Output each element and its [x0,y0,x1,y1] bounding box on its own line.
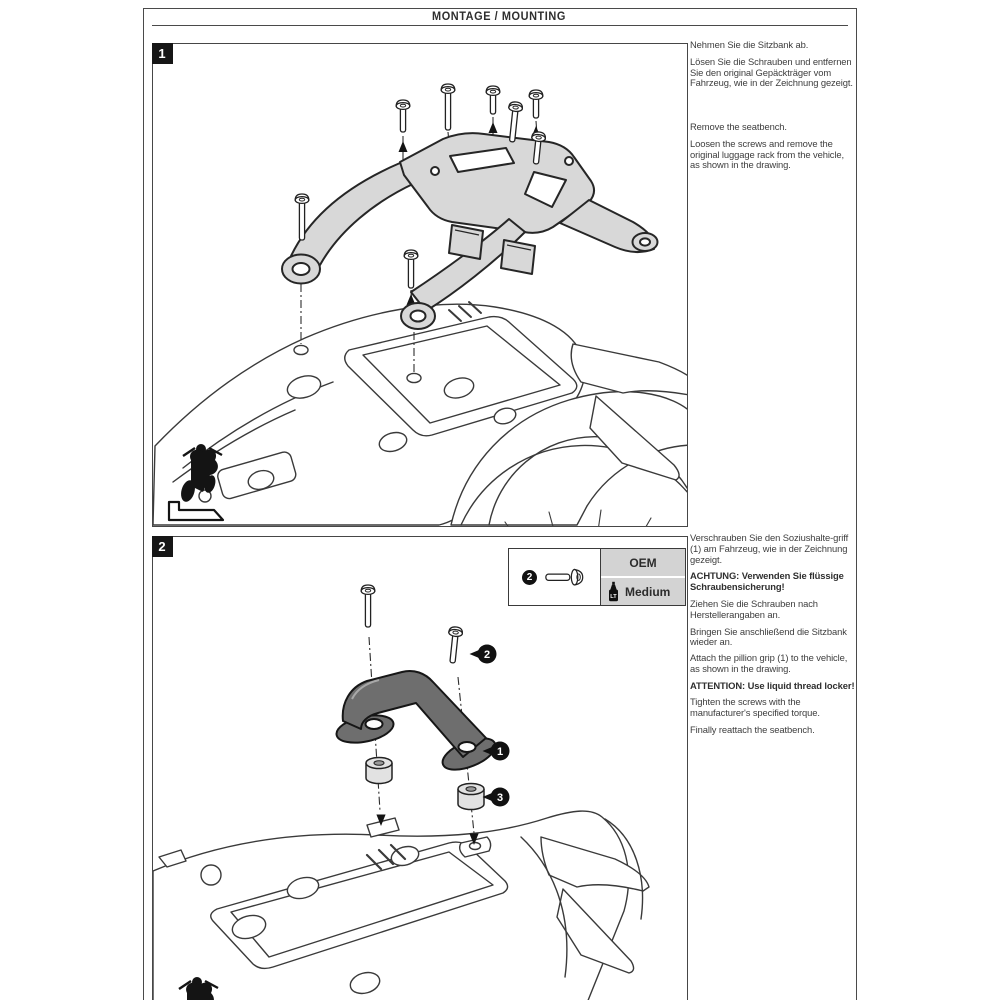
svg-text:2: 2 [483,648,491,661]
screw-icons [361,585,463,664]
instruction-paragraph: Bringen Sie anschließend die Sitzbank wieder an. [690,625,847,648]
step-1-panel [152,43,688,527]
step-2-illustration [153,537,687,1000]
step-2-panel [152,536,688,1000]
step-2-badge: 2 [152,536,173,557]
warning-text: ATTENTION: Use liquid thread locker! [690,679,855,691]
step-2-instructions-de [690,533,855,648]
step-1-illustration [153,44,687,526]
instruction-paragraph: Finally reattach the seatbench. [690,723,815,735]
step-2-instructions-en [690,653,855,736]
luggage-rack [282,133,658,329]
instruction-paragraph: Nehmen Sie die Sitzbank ab. [690,39,809,50]
motorcycle-body [153,811,649,1000]
instruction-paragraph: Lösen Sie die Schrauben und entfernen Sie den original Gepäckträger vom Fahrzeug, wie in der Zeichnung gezeigt. [690,55,853,89]
parts-table [508,548,686,606]
instruction-paragraph: Ziehen Sie die Schrauben nach Herstellerangaben an. [690,597,818,620]
step-1-badge: 1 [152,43,173,64]
part-screw-icon [543,567,587,587]
oem-label: OEM [629,555,657,570]
spacer-right [458,784,484,810]
instruction-paragraph: Remove the seatbench. [690,121,787,132]
callout-spacer [483,788,510,807]
page-title: MONTAGE / MOUNTING [432,11,566,23]
instruction-paragraph: Tighten the screws with the manufacturer's specified torque. [690,696,820,719]
instruction-paragraph: Loosen the screws and remove the original luggage rack from the vehicle, as shown in the drawing. [690,137,844,171]
step-1-instructions-de [690,40,855,89]
svg-text:1: 1 [496,745,504,758]
oem-cell [601,549,685,578]
motorcycle-body [153,302,687,526]
parts-table-part-cell [509,549,601,605]
pillion-grip [334,671,500,776]
step-1-instructions-en [690,122,855,171]
header-divider [152,25,848,26]
svg-text:3: 3 [496,791,504,804]
parts-table-spec-column [601,549,685,605]
instruction-paragraph: Verschrauben Sie den Soziushalte-griff (1) am Fahrzeug, wie in der Zeichnung gezeigt. [690,532,849,565]
part-number-badge: 2 [522,570,537,585]
threadlocker-cell [601,578,685,605]
svg-text:LT: LT [610,593,617,600]
threadlocker-bottle-icon [607,581,620,602]
instruction-paragraph: Attach the pillion grip (1) to the vehicle, as shown in the drawing. [690,652,848,674]
warning-text: ACHTUNG: Verwenden Sie flüssige Schraubensicherung! [690,570,844,593]
threadlocker-grade-label: Medium [625,584,671,599]
callout-screw [470,645,497,664]
spacer-left [366,758,392,784]
